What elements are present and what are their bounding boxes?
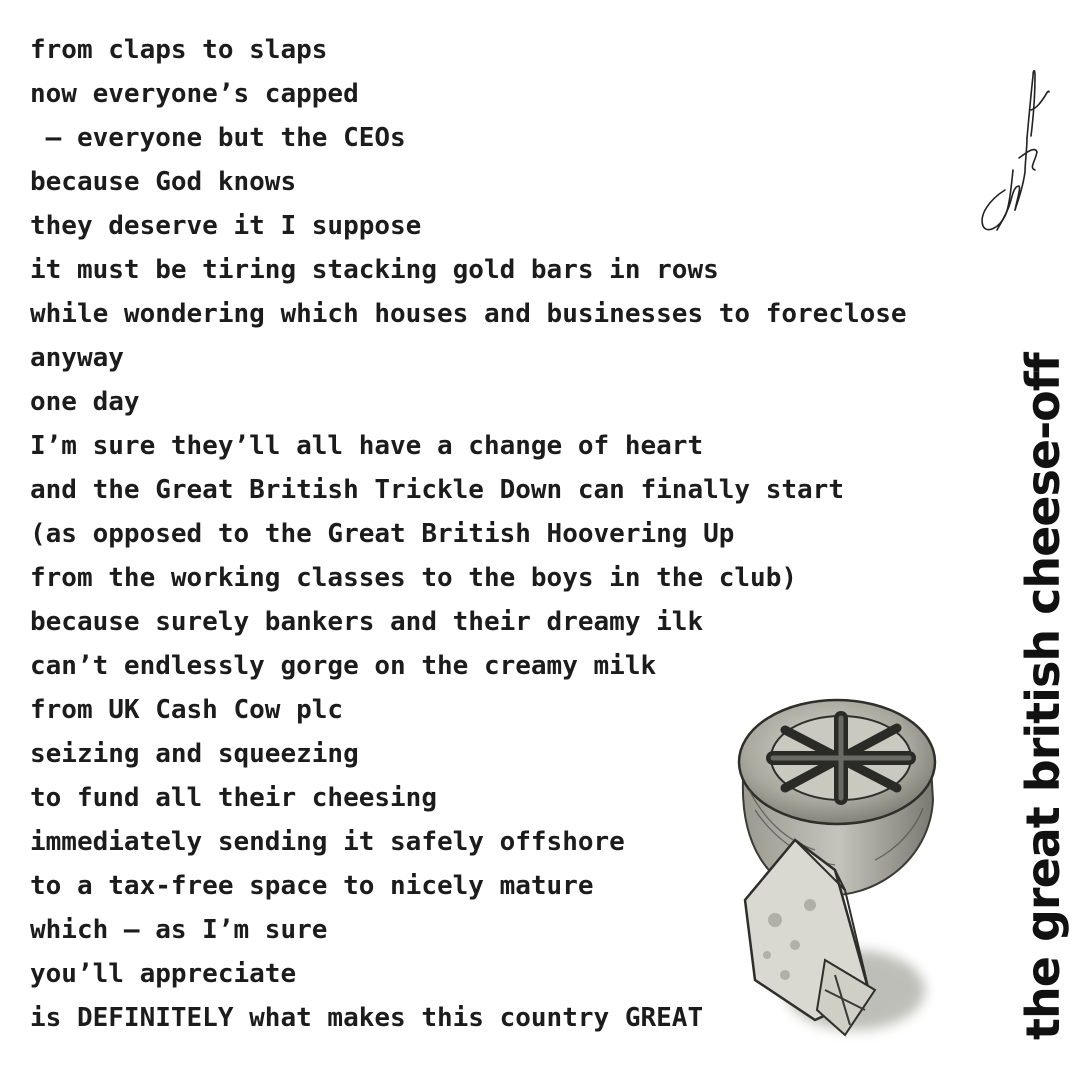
poem-line: because surely bankers and their dreamy ilk: [30, 607, 704, 637]
poem-line: while wondering which houses and businesses to foreclose: [30, 299, 907, 329]
poem-line: and the Great British Trickle Down can finally start: [30, 475, 844, 505]
poem-line: to fund all their cheesing: [30, 783, 437, 813]
poem-line: which – as I’m sure: [30, 915, 328, 945]
poem-line: from claps to slaps: [30, 35, 328, 65]
poem-line: now everyone’s capped: [30, 79, 359, 109]
poem-line: I’m sure they’ll all have a change of heart: [30, 431, 704, 461]
poem-line: they deserve it I suppose: [30, 211, 422, 241]
poem-line: to a tax-free space to nicely mature: [30, 871, 594, 901]
cheese-icon: [725, 690, 955, 1050]
poem-line: you’ll appreciate: [30, 959, 297, 989]
poem-line: can’t endlessly gorge on the creamy milk: [30, 651, 657, 681]
signature-icon: [975, 40, 1050, 240]
poem-line: anyway: [30, 343, 124, 373]
poem-line: (as opposed to the Great British Hoovering Up: [30, 519, 735, 549]
poem-line: seizing and squeezing: [30, 739, 359, 769]
poem-line: it must be tiring stacking gold bars in rows: [30, 255, 719, 285]
poem-line: because God knows: [30, 167, 297, 197]
poem-line: is DEFINITELY what makes this country GREAT: [30, 1003, 704, 1033]
poem-line: – everyone but the CEOs: [30, 123, 406, 153]
poem-line: immediately sending it safely offshore: [30, 827, 625, 857]
poem-line: from UK Cash Cow plc: [30, 695, 344, 725]
poem-line: from the working classes to the boys in the club): [30, 563, 798, 593]
poem-line: one day: [30, 387, 140, 417]
poem-title: the great british cheese-off: [1016, 353, 1070, 1040]
